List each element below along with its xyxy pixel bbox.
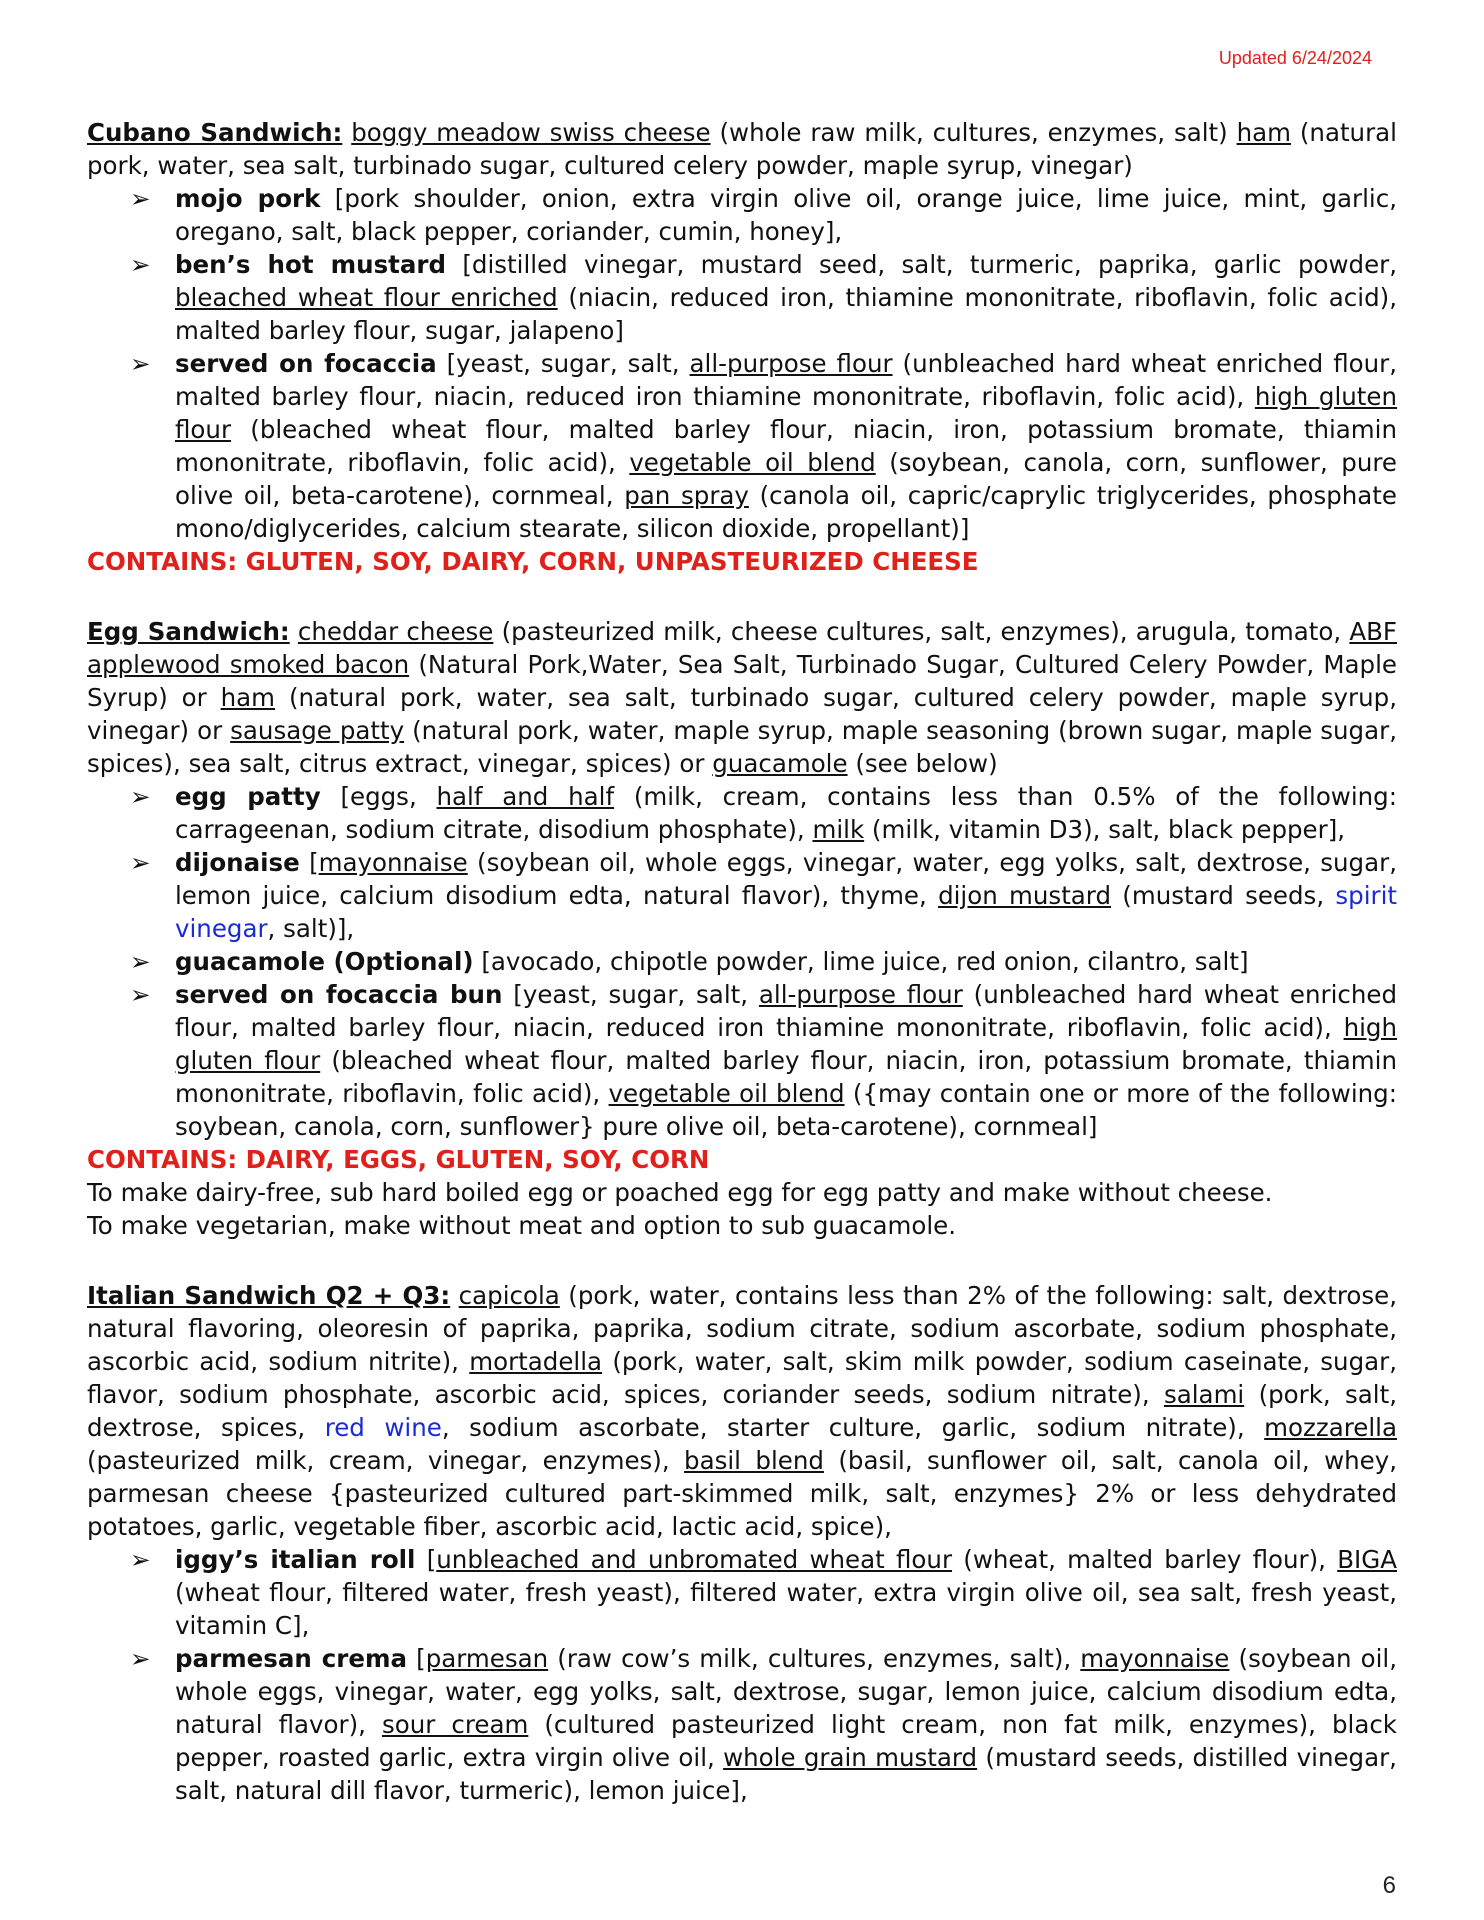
ingredient-text: (pork, water, salt, skim milk powder, sodium caseinate, sugar, flavor, sodium phosphate, ascorbic acid, spices, coriander seeds, sodium nitrate), — [87, 1347, 1398, 1409]
ingredient-text: [ — [299, 848, 319, 877]
ingredient-text: (Natural Pork,Water, Sea Salt, Turbinado Sugar, Cultured Celery Powder, Maple Syrup) or — [87, 650, 1397, 712]
italian-intro — [87, 1279, 1397, 1543]
bullet-arrow-icon: ➢ — [130, 349, 151, 378]
ingredient-underlined: guacamole — [712, 749, 848, 778]
ingredient-underlined: half and half — [436, 782, 615, 811]
ingredient-text: (basil, sunflower oil, salt, canola oil, whey, parmesan cheese {pasteurized cultured part-skimmed milk, salt, enzymes} 2% or less dehydrated potatoes, garlic, vegetable fiber, ascorbic acid, lactic acid, spice), — [87, 1446, 1397, 1541]
ingredient-underlined: unbleached and unbromated wheat flour — [436, 1545, 953, 1574]
component-label: served on focaccia bun — [175, 980, 503, 1009]
ingredient-text: (pork, water, contains less than 2% of the following: salt, dextrose, natural flavoring, oleoresin of paprika, paprika, sodium citrate, sodium ascorbate, sodium phosphate, ascorbic acid, sodium nitrite), — [87, 1281, 1397, 1376]
ingredient-underlined: bleached wheat flour enriched — [175, 283, 558, 312]
italian-section — [87, 1279, 1397, 1807]
list-item — [130, 347, 1398, 545]
ingredient-underlined: mortadella — [469, 1347, 603, 1376]
ingredient-underlined: ABF applewood smoked bacon — [87, 617, 1397, 679]
component-label: served on focaccia — [175, 349, 437, 378]
italian-components — [87, 1543, 1397, 1807]
bullet-arrow-icon: ➢ — [130, 947, 151, 976]
section-spacer — [87, 578, 1397, 615]
ingredient-text: (pasteurized milk, cream, vinegar, enzymes), — [87, 1446, 685, 1475]
egg-allergens: CONTAINS: DAIRY, EGGS, GLUTEN, SOY, CORN — [87, 1145, 710, 1174]
component-label: dijonaise — [175, 848, 300, 877]
ingredient-text: [yeast, sugar, salt, — [502, 980, 759, 1009]
list-item — [130, 1642, 1398, 1807]
ingredient-text: (natural pork, water, maple syrup, maple seasoning (brown sugar, maple sugar, spices), sea salt, citrus extract, vinegar, spices) or — [87, 716, 1397, 778]
ingredient-text: [avocado, chipotle powder, lime juice, red onion, cilantro, salt] — [473, 947, 1249, 976]
ingredient-underlined: sour cream — [381, 1710, 529, 1739]
ingredient-highlight: red wine — [324, 1413, 442, 1442]
ingredient-text: [pork shoulder, onion, extra virgin olive oil, orange juice, lime juice, mint, garlic, oregano, salt, black pepper, coriander, cumin, honey], — [175, 184, 1397, 246]
bullet-arrow-icon: ➢ — [130, 1644, 151, 1673]
ingredient-text: (soybean oil, whole eggs, vinegar, water, egg yolks, salt, dextrose, sugar, lemon juice, calcium disodium edta, natural flavor), thyme, — [175, 848, 1397, 910]
ingredient-swiss-cheese: boggy meadow swiss cheese — [351, 118, 711, 147]
ingredient-underlined: mayonnaise — [318, 848, 468, 877]
egg-title: Egg Sandwich: — [87, 617, 290, 646]
ingredient-ham: ham — [1236, 118, 1291, 147]
ingredient-text: (bleached wheat flour, malted barley flour, niacin, iron, potassium bromate, thiamin mononitrate, riboflavin, folic acid), — [175, 1046, 1397, 1108]
ingredient-text: (milk, cream, contains less than 0.5% of the following: carrageenan, sodium citrate, disodium phosphate), — [175, 782, 1397, 844]
ingredient-highlight: spirit vinegar — [175, 881, 1397, 943]
ingredient-underlined: milk — [812, 815, 865, 844]
ingredient-text: (canola oil, capric/caprylic triglycerides, phosphate mono/diglycerides, calcium stearate, silicon dioxide, propellant)] — [175, 481, 1397, 543]
ingredient-underlined: pan spray — [624, 481, 749, 510]
ingredient-text: [distilled vinegar, mustard seed, salt, turmeric, paprika, garlic powder, — [446, 250, 1398, 279]
ingredient-text: (milk, vitamin D3), salt, black pepper], — [864, 815, 1346, 844]
ingredient-underlined: dijon mustard — [938, 881, 1112, 910]
ingredient-underlined: salami — [1163, 1380, 1245, 1409]
list-item — [130, 978, 1398, 1143]
ingredient-text: ({may contain one or more of the following: soybean, canola, corn, sunflower} pure olive oil, beta-carotene), cornmeal] — [175, 1079, 1397, 1141]
bullet-arrow-icon: ➢ — [130, 250, 151, 279]
bullet-arrow-icon: ➢ — [130, 848, 151, 877]
italian-title: Italian Sandwich Q2 + Q3: — [87, 1281, 451, 1310]
ingredient-text: (wheat flour, filtered water, fresh yeast), filtered water, extra virgin olive oil, sea salt, fresh yeast, vitamin C], — [175, 1578, 1397, 1640]
bullet-arrow-icon: ➢ — [130, 782, 151, 811]
component-label: egg patty — [175, 782, 321, 811]
ingredient-underlined: whole grain mustard — [723, 1743, 978, 1772]
section-spacer — [87, 1242, 1397, 1279]
dairy-free-note: To make dairy-free, sub hard boiled egg or poached egg for egg patty and make without cheese. — [87, 1178, 1273, 1207]
ingredient-text: (see below) — [847, 749, 998, 778]
ingredient-text: (pork, salt, dextrose, spices, — [87, 1380, 1398, 1442]
ingredient-text: [eggs, — [320, 782, 437, 811]
egg-components — [87, 780, 1397, 1143]
ingredient-underlined: parmesan — [425, 1644, 549, 1673]
list-item — [130, 945, 1397, 978]
list-item — [130, 780, 1397, 846]
bullet-arrow-icon: ➢ — [130, 980, 151, 1009]
component-label: ben’s hot mustard — [175, 250, 447, 279]
ingredient-underlined: vegetable oil blend — [629, 448, 876, 477]
updated-date: Updated 6/24/2024 — [1218, 48, 1372, 68]
cubano-allergens: CONTAINS: GLUTEN, SOY, DAIRY, CORN, UNPASTEURIZED CHEESE — [87, 547, 979, 576]
ingredient-text: (pasteurized milk, cheese cultures, salt, enzymes), arugula, tomato, — [493, 617, 1350, 646]
ingredient-underlined: capicola — [458, 1281, 560, 1310]
ingredient-underlined: basil blend — [684, 1446, 824, 1475]
ingredient-text: (niacin, reduced iron, thiamine mononitrate, riboflavin, folic acid), malted barley flour, sugar, jalapeno] — [175, 283, 1397, 345]
vegetarian-note: To make vegetarian, make without meat and option to sub guacamole. — [87, 1211, 956, 1240]
list-item — [130, 248, 1398, 347]
ingredient-underlined: high gluten flour — [175, 382, 1398, 444]
ingredient-text: (natural pork, water, sea salt, turbinado sugar, cultured celery powder, maple syrup, vinegar) — [87, 118, 1397, 180]
ingredient-underlined: mozzarella — [1264, 1413, 1397, 1442]
cubano-intro — [87, 116, 1397, 182]
ingredient-underlined: cheddar cheese — [297, 617, 494, 646]
ingredient-underlined: BIGA — [1337, 1545, 1397, 1574]
document-body — [87, 116, 1397, 1807]
ingredient-text: (raw cow’s milk, cultures, enzymes, salt), — [548, 1644, 1081, 1673]
egg-section — [87, 615, 1397, 1242]
ingredient-underlined: mayonnaise — [1080, 1644, 1230, 1673]
ingredient-text: (unbleached hard wheat enriched flour, malted barley flour, niacin, reduced iron thiamine mononitrate, riboflavin, folic acid), — [175, 349, 1398, 411]
ingredient-text: (whole raw milk, cultures, enzymes, salt) — [710, 118, 1237, 147]
bullet-arrow-icon: ➢ — [130, 1545, 151, 1574]
list-item — [130, 182, 1397, 248]
ingredient-underlined: all-purpose flour — [758, 980, 963, 1009]
ingredient-underlined: high gluten flour — [175, 1013, 1397, 1075]
list-item — [130, 846, 1397, 945]
page-number: 6 — [1382, 1872, 1396, 1899]
ingredient-text: (natural pork, water, sea salt, turbinado sugar, cultured celery powder, maple syrup, vinegar) or — [87, 683, 1397, 745]
cubano-components — [87, 182, 1397, 545]
ingredient-text: (unbleached hard wheat enriched flour, malted barley flour, niacin, reduced iron thiamine mononitrate, riboflavin, folic acid), — [175, 980, 1398, 1042]
ingredient-text: [ — [415, 1545, 437, 1574]
component-label: parmesan crema — [175, 1644, 408, 1673]
ingredient-text: (soybean oil, whole eggs, vinegar, water, egg yolks, salt, dextrose, sugar, lemon juice, calcium disodium edta, natural flavor), — [175, 1644, 1398, 1739]
list-item — [130, 1543, 1397, 1642]
cubano-section — [87, 116, 1397, 578]
egg-intro — [87, 615, 1397, 780]
ingredient-underlined: ham — [220, 683, 276, 712]
ingredient-text: , sodium ascorbate, starter culture, garlic, sodium nitrate), — [441, 1413, 1265, 1442]
component-label: iggy’s italian roll — [175, 1545, 416, 1574]
ingredient-underlined: vegetable oil blend — [608, 1079, 845, 1108]
ingredient-text: (mustard seeds, distilled vinegar, salt, natural dill flavor, turmeric), lemon juice], — [175, 1743, 1397, 1805]
ingredient-text: (bleached wheat flour, malted barley flour, niacin, iron, potassium bromate, thiamin mononitrate, riboflavin, folic acid), — [175, 415, 1397, 477]
ingredient-underlined: sausage patty — [230, 716, 405, 745]
ingredient-text: (wheat, malted barley flour), — [952, 1545, 1338, 1574]
ingredient-text: (cultured pasteurized light cream, non fat milk, enzymes), black pepper, roasted garlic, extra virgin olive oil, — [175, 1710, 1397, 1772]
component-label: guacamole (Optional) — [175, 947, 474, 976]
ingredient-text: , salt)], — [267, 914, 355, 943]
ingredient-text: (soybean, canola, corn, sunflower, pure olive oil, beta-carotene), cornmeal, — [175, 448, 1397, 510]
ingredient-text: [ — [407, 1644, 426, 1673]
cubano-title: Cubano Sandwich: — [87, 118, 343, 147]
ingredient-text: (mustard seeds, — [1111, 881, 1336, 910]
ingredient-text: [yeast, sugar, salt, — [436, 349, 690, 378]
ingredient-underlined: all-purpose flour — [689, 349, 893, 378]
component-label: mojo pork — [175, 184, 321, 213]
bullet-arrow-icon: ➢ — [130, 184, 151, 213]
